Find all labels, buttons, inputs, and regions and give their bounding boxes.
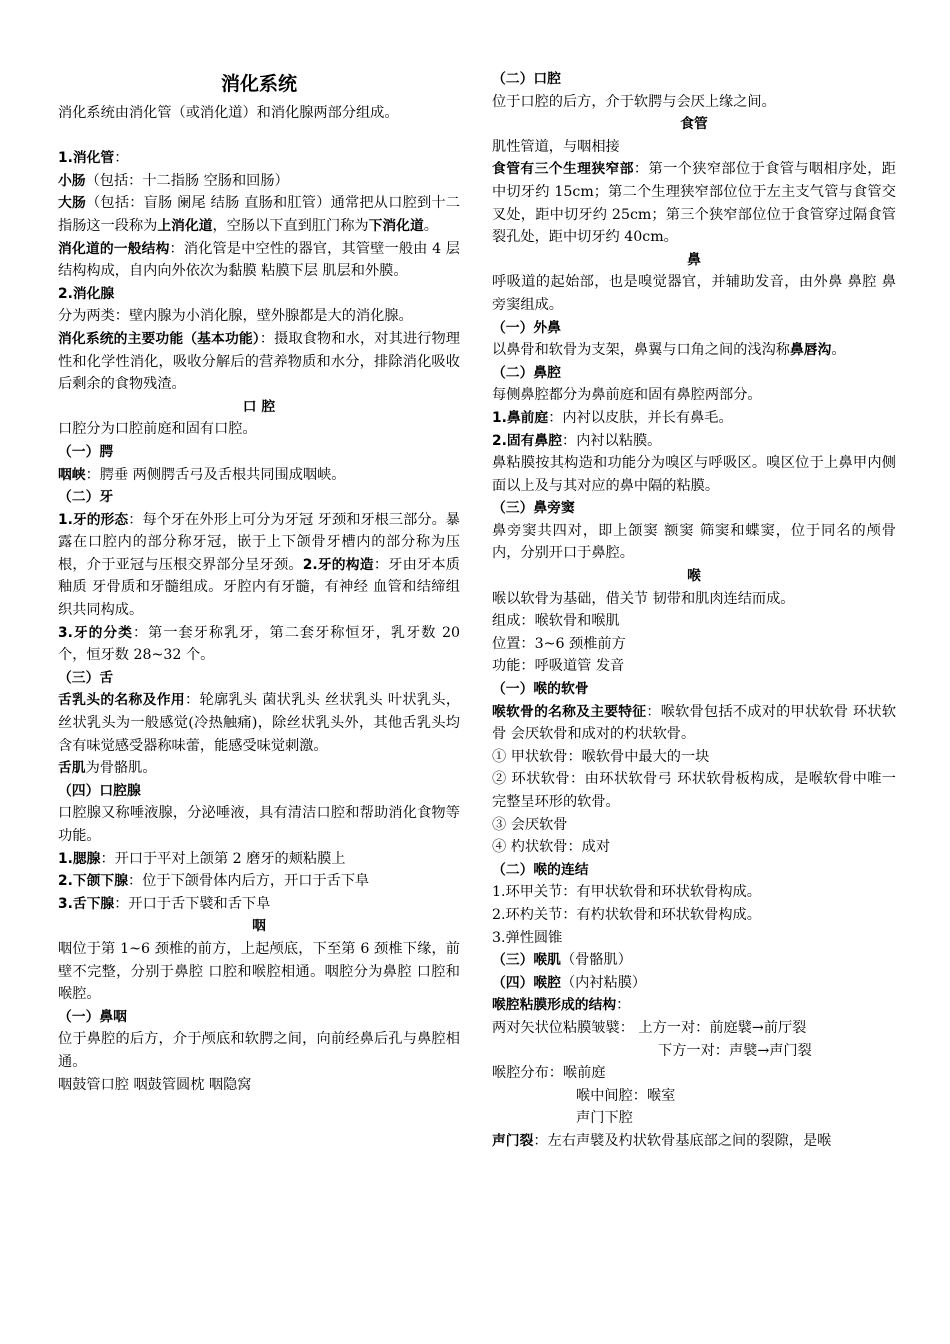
paragraph <box>492 384 896 407</box>
bold-term: 1.腮腺 <box>58 850 101 867</box>
text-run: （包括：盲肠 阑尾 结肠 直肠和肛管）通常把从口腔到十二指肠这一段称为 <box>58 195 460 234</box>
text-run: ：牙由牙本质 釉质 牙骨质和牙髓组成。牙腔内有牙髓，有神经 血管和结缔组织共同构成。 <box>58 556 460 619</box>
text-run: 鼻旁窦共四对，即上颌窦 额窦 筛窦和蝶窦，位于同名的颅骨内，分别开口于鼻腔。 <box>492 522 896 562</box>
text-run: 。 <box>831 342 846 359</box>
text-run: ：消化管是中空性的器官，其管壁一般由 4 层结构构成，自内向外依次为黏膜 粘膜下层 肌层和外膜。 <box>58 240 460 280</box>
paragraph <box>492 136 896 159</box>
bold-term: 鼻唇沟 <box>789 342 832 359</box>
paragraph <box>492 91 896 114</box>
section-heading <box>58 915 460 938</box>
text-run: ：摄取食物和水，对其进行物理性和化学性消化，吸收分解后的营养物质和水分，排除消化吸收后剩余的食物残渣。 <box>58 330 460 393</box>
paragraph <box>492 814 896 837</box>
paragraph <box>492 949 896 972</box>
text-run: ② 环状软骨：由环状软骨弓 环状软骨板构成，是喉软骨中唯一完整呈环形的软骨。 <box>492 771 896 810</box>
text-run: （包括：十二指肠 空肠和回肠） <box>85 172 289 189</box>
bold-term: （四）喉腔 <box>492 974 561 991</box>
text-run: ：位于下颌骨体内后方，开口于舌下阜 <box>128 873 370 890</box>
paragraph <box>492 452 896 497</box>
paragraph <box>58 441 460 464</box>
bold-term: 大肠 <box>58 195 87 212</box>
paragraph <box>492 1107 896 1130</box>
text-run: 位置：3~6 颈椎前方 <box>492 635 626 652</box>
paragraph <box>58 464 460 487</box>
bold-term: 消化系统的主要功能（基本功能） <box>58 330 260 347</box>
paragraph <box>492 362 896 385</box>
text-run: 位于口腔的后方，介于软腭与会厌上缘之间。 <box>492 93 776 110</box>
paragraph <box>58 1074 460 1097</box>
bold-term: 咽 <box>252 918 266 935</box>
section-heading <box>492 249 896 272</box>
paragraph <box>492 859 896 882</box>
left-column <box>58 68 460 1096</box>
section-heading <box>492 113 896 136</box>
paragraph <box>492 994 896 1017</box>
paragraph <box>58 238 460 283</box>
text-run: 位于鼻腔的后方，介于颅底和软腭之间，向前经鼻后孔与鼻腔相通。 <box>58 1031 460 1070</box>
text-run: 口腔腺又称唾液腺，分泌唾液，具有清洁口腔和帮助消化食物等功能。 <box>58 805 460 844</box>
paragraph <box>58 102 460 125</box>
text-run: 功能：呼吸道管 发音 <box>492 658 625 675</box>
bold-term: （一）喉的软骨 <box>492 681 589 698</box>
paragraph <box>58 780 460 803</box>
paragraph <box>492 836 896 859</box>
paragraph <box>492 972 896 995</box>
bold-term: 3.牙的分类 <box>58 624 133 641</box>
paragraph <box>58 870 460 893</box>
bold-term: 2.下颌下腺 <box>58 873 129 890</box>
paragraph <box>58 757 460 780</box>
paragraph <box>492 430 896 453</box>
paragraph <box>492 317 896 340</box>
paragraph <box>492 610 896 633</box>
bold-term: 3.舌下腺 <box>58 895 115 912</box>
text-run: （内衬粘膜） <box>560 974 647 991</box>
text-run: 下方一对：声襞→声门裂 <box>658 1042 812 1059</box>
bold-term: （三）喉肌 <box>492 952 561 969</box>
bold-term: 喉腔粘膜形成的结构 <box>492 997 617 1014</box>
paragraph <box>492 1062 896 1085</box>
text-run: 以鼻骨和软骨为支架，鼻翼与口角之间的浅沟称 <box>492 342 790 359</box>
bold-term: 2.消化腺 <box>58 285 115 302</box>
text-run: ：第一套牙称乳牙，第二套牙称恒牙，乳牙数 20 个，恒牙数 28~32 个。 <box>58 624 460 664</box>
paragraph <box>492 1017 896 1040</box>
paragraph <box>492 655 896 678</box>
bold-term: （二）口腔 <box>492 71 561 87</box>
text-run: 。 <box>423 217 438 234</box>
paragraph <box>58 418 460 441</box>
text-run: 2.环杓关节：有杓状软骨和环状软骨构成。 <box>492 906 761 923</box>
paragraph <box>58 170 460 193</box>
text-run: 消化系统由消化管（或消化道）和消化腺两部分组成。 <box>58 105 399 121</box>
paragraph <box>492 678 896 701</box>
paragraph <box>58 509 460 622</box>
paragraph <box>58 283 460 306</box>
paragraph <box>492 1130 896 1153</box>
bold-term: 1.鼻前庭 <box>492 409 549 426</box>
right-column <box>492 68 896 1153</box>
bold-term: （一）鼻咽 <box>58 1008 127 1025</box>
text-run: ：腭垂 两侧腭舌弓及舌根共同围成咽峡。 <box>85 466 346 483</box>
paragraph <box>492 339 896 362</box>
paragraph <box>492 497 896 520</box>
bold-term: 1.牙的形态 <box>58 511 129 528</box>
paragraph <box>492 701 896 746</box>
paragraph <box>492 904 896 927</box>
paragraph <box>58 147 460 170</box>
text-run: 口腔分为口腔前庭和固有口腔。 <box>58 421 257 438</box>
paragraph <box>58 848 460 871</box>
text-run: 喉腔分布：喉前庭 <box>492 1065 606 1082</box>
text-run: ：每个牙在外形上可分为牙冠 牙颈和牙根三部分。暴露在口腔内的部分称牙冠，嵌于上下颌骨牙槽内的部分称为压根，介于亚冠与压根交界部分呈牙颈。 <box>58 511 460 573</box>
section-heading <box>492 565 896 588</box>
bold-term: 消化道的一般结构 <box>58 240 170 257</box>
bold-term: （一）腭 <box>58 443 114 460</box>
bold-term: （二）牙 <box>58 489 114 506</box>
bold-term: （一）外鼻 <box>492 319 561 336</box>
text-run: 喉中间腔：喉室 <box>576 1087 676 1104</box>
paragraph <box>492 68 896 91</box>
bold-term: （二）鼻腔 <box>492 364 561 381</box>
text-run: ：内衬以粘膜。 <box>562 432 662 449</box>
paragraph <box>58 192 460 237</box>
bold-term: 小肠 <box>58 172 86 189</box>
bold-term: 食管 <box>680 116 708 133</box>
paragraph <box>58 802 460 847</box>
paragraph <box>58 893 460 916</box>
paragraph <box>492 633 896 656</box>
page-title: 消化系统 <box>220 73 297 95</box>
bold-term: 舌肌 <box>58 760 86 777</box>
paragraph <box>492 768 896 813</box>
text-run: ③ 会厌软骨 <box>492 816 568 833</box>
bold-term: 1.消化管 <box>58 150 115 167</box>
paragraph <box>58 1006 460 1029</box>
text-run: 呼吸道的起始部，也是嗅觉器官，并辅助发音，由外鼻 鼻腔 鼻旁窦组成。 <box>492 274 896 313</box>
bold-term: 鼻 <box>687 251 701 268</box>
paragraph <box>492 271 896 316</box>
bold-term: 2.固有鼻腔 <box>492 432 563 449</box>
text-run: 为骨骼肌。 <box>85 760 157 777</box>
text-run: 喉以软骨为基础，借关节 韧带和肌肉连结而成。 <box>492 590 795 607</box>
paragraph <box>58 667 460 690</box>
bold-term: 喉 <box>687 568 701 585</box>
paragraph <box>492 746 896 769</box>
text-run: 分为两类：壁内腺为小消化腺，壁外腺都是大的消化腺。 <box>58 308 413 325</box>
text-run: 咽鼓管口腔 咽鼓管圆枕 咽隐窝 <box>58 1076 252 1093</box>
text-run: ④ 杓状软骨：成对 <box>492 839 611 856</box>
text-run: 1.环甲关节：有甲状软骨和环状软骨构成。 <box>492 884 761 901</box>
blank-line <box>58 125 460 148</box>
text-run: 肌性管道，与咽相接 <box>492 138 620 155</box>
text-run: 咽位于第 1~6 颈椎的前方，上起颅底，下至第 6 颈椎下缘，前壁不完整，分别于鼻腔 口腔和喉腔相通。咽腔分为鼻腔 口腔和喉腔。 <box>58 940 460 1003</box>
text-run: 声门下腔 <box>576 1110 633 1127</box>
text-run: ： <box>114 150 129 167</box>
bold-term: 食管有三个生理狭窄部 <box>492 161 634 178</box>
text-run: 3.弹性圆锥 <box>492 929 563 946</box>
bold-term: （四）口腔腺 <box>58 782 141 799</box>
paragraph <box>492 588 896 611</box>
text-run: ：开口于舌下襞和舌下阜 <box>114 895 271 912</box>
bold-term: （三）舌 <box>58 669 114 686</box>
text-run: ：左右声襞及杓状软骨基底部之间的裂隙，是喉 <box>533 1132 832 1149</box>
section-heading <box>58 396 460 419</box>
text-run: ：第一个狭窄部位于食管与咽相序处，距中切牙约 15cm；第二个生理狭窄部位位于左主支气管与食管交叉处，距中切牙约 25cm；第三个狭窄部位位于食管穿过隔食管裂孔处，距中切牙约 40cm。 <box>492 161 896 246</box>
text-run: 组成：喉软骨和喉肌 <box>492 613 620 630</box>
text-run: ：开口于平对上颌第 2 磨牙的颊粘膜上 <box>100 850 346 867</box>
paragraph <box>58 486 460 509</box>
bold-term: 口 腔 <box>242 398 276 415</box>
paragraph <box>492 158 896 248</box>
bold-term: 声门裂 <box>492 1132 534 1149</box>
bold-term: 喉软骨的名称及主要特征 <box>492 703 647 720</box>
text-run: ① 甲状软骨：喉软骨中最大的一块 <box>492 748 710 765</box>
text-run: 每侧鼻腔都分为鼻前庭和固有鼻腔两部分。 <box>492 387 762 404</box>
paragraph <box>492 881 896 904</box>
paragraph <box>492 407 896 430</box>
bold-term: 2.牙的构造 <box>302 556 374 573</box>
text-run: 鼻粘膜按其构造和功能分为嗅区与呼吸区。嗅区位于上鼻甲内侧面以上及与其对应的鼻中隔的粘膜。 <box>492 455 896 494</box>
text-run: ：内衬以皮肤，并长有鼻毛。 <box>548 409 733 426</box>
paragraph <box>58 689 460 757</box>
text-run: ： <box>616 997 631 1014</box>
paragraph <box>58 1028 460 1073</box>
paragraph <box>58 328 460 396</box>
paragraph <box>492 927 896 950</box>
paragraph <box>492 1040 896 1063</box>
bold-term: 舌乳头的名称及作用 <box>58 692 185 709</box>
paragraph <box>58 622 460 667</box>
text-run: ，空肠以下直到肛门称为 <box>212 217 369 234</box>
bold-term: （二）喉的连结 <box>492 861 589 878</box>
paragraph <box>492 520 896 565</box>
paragraph <box>492 1085 896 1108</box>
text-run: ：喉软骨包括不成对的甲状软骨 环状软骨 会厌软骨和成对的杓状软骨。 <box>492 703 897 743</box>
bold-term: 上消化道 <box>157 217 213 234</box>
text-run: （骨骼肌） <box>560 952 632 969</box>
paragraph <box>58 938 460 1006</box>
bold-term: （三）鼻旁窦 <box>492 500 575 517</box>
bold-term: 下消化道 <box>368 217 424 234</box>
text-run: ：轮廓乳头 菌状乳头 丝状乳头 叶状乳头，丝状乳头为一般感觉(冷热触痛)，除丝状乳头外，其他舌乳头均含有味觉感受器称味蕾，能感受味觉刺激。 <box>58 692 461 754</box>
text-run: 两对矢状位粘膜皱襞： 上方一对：前庭襞→前厅裂 <box>492 1019 807 1036</box>
paragraph <box>58 305 460 328</box>
bold-term: 咽峡 <box>58 466 86 483</box>
